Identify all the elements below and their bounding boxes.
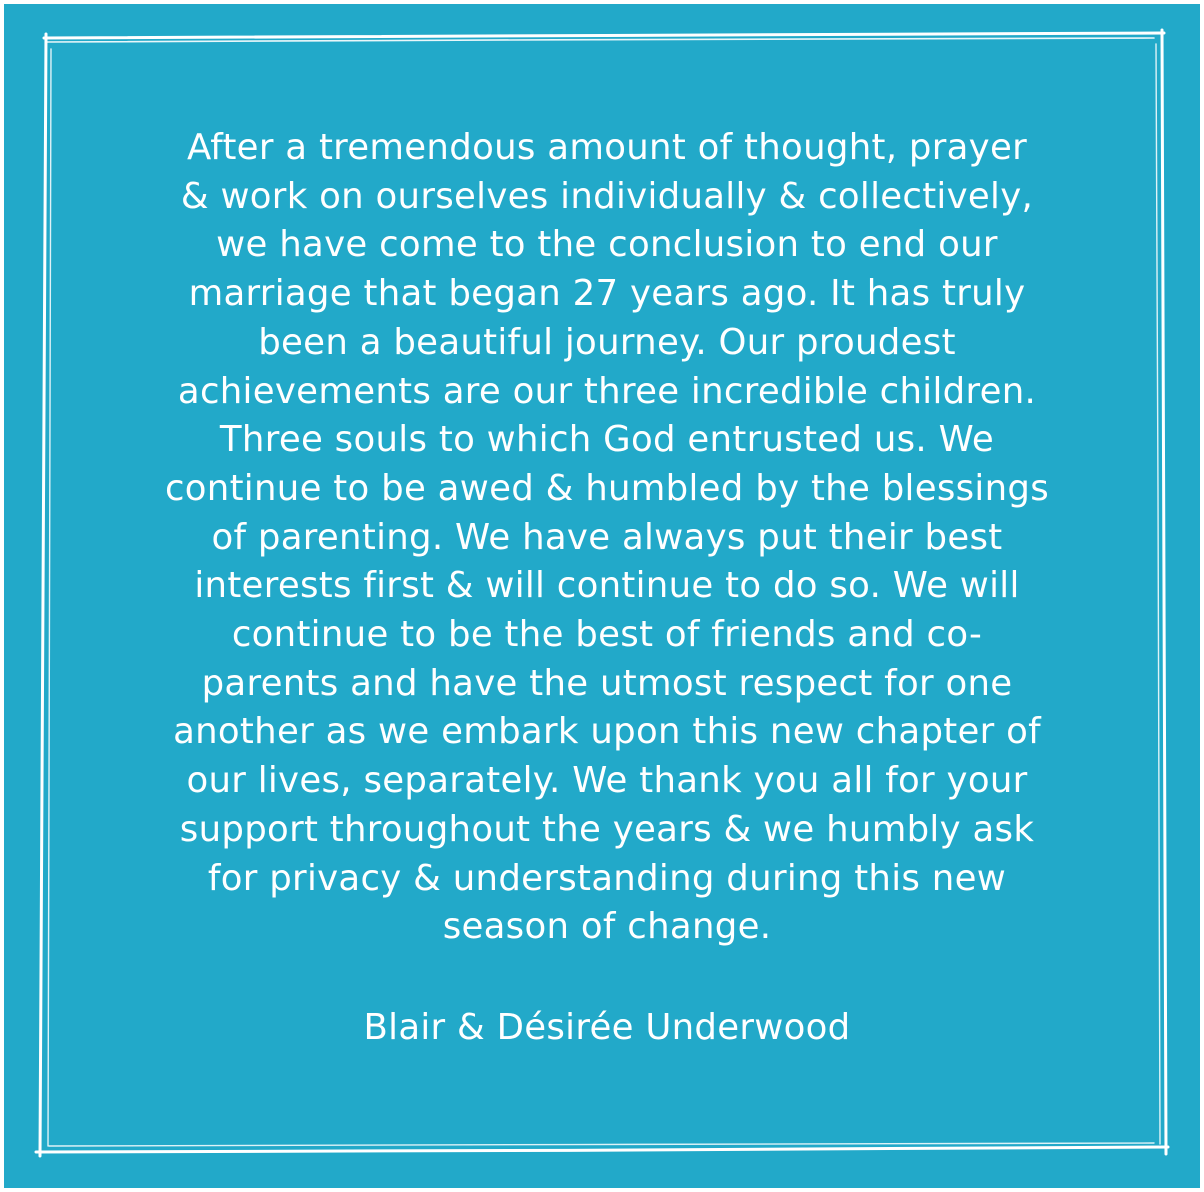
statement-line: season of change.	[442, 906, 772, 948]
statement-line: & work on ourselves individually & collectively,	[180, 175, 1034, 217]
frame-stroke-bottom-2	[49, 1143, 1154, 1146]
statement-line: achievements are our three incredible children.	[177, 370, 1037, 412]
signature: Blair & Désirée Underwood	[363, 1007, 851, 1048]
statement-line: our lives, separately. We thank you all for your	[186, 760, 1028, 802]
frame-stroke-left-2	[48, 49, 51, 1146]
statement-line: we have come to the conclusion to end our	[216, 224, 998, 266]
statement-line: After a tremendous amount of thought, prayer	[186, 127, 1028, 168]
statement-line: interests first & will continue to do so. We will	[194, 565, 1020, 607]
statement-card	[4, 4, 1200, 1188]
frame-stroke-top	[44, 33, 1164, 38]
statement-line: continue to be the best of friends and co-	[231, 614, 983, 656]
statement-line: for privacy & understanding during this new	[207, 857, 1007, 899]
frame-stroke-bottom	[36, 1147, 1168, 1152]
frame-stroke-left	[40, 34, 46, 1156]
frame-stroke-right	[1162, 30, 1166, 1154]
statement-line: parents and have the utmost respect for one	[201, 662, 1013, 704]
frame-stroke-right-2	[1156, 44, 1160, 1144]
statement-line: continue to be awed & humbled by the blessings	[164, 467, 1050, 509]
statement-line: marriage that began 27 years ago. It has truly	[188, 273, 1026, 315]
statement-line: support throughout the years & we humbly ask	[179, 808, 1035, 850]
statement-line: Three souls to which God entrusted us. We	[219, 419, 995, 461]
statement-line: been a beautiful journey. Our proudest	[258, 321, 956, 363]
statement-line: another as we embark upon this new chapter of	[173, 711, 1041, 753]
statement-text	[104, 124, 1110, 952]
statement-line: of parenting. We have always put their best	[211, 516, 1003, 558]
